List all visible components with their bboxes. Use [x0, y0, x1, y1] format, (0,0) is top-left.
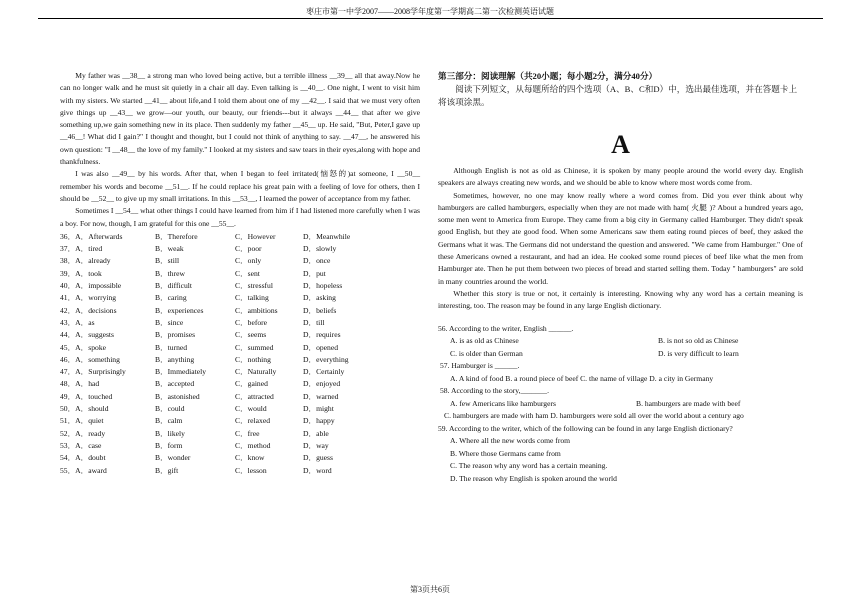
option-choice: C．relaxed [235, 416, 271, 426]
option-row [60, 366, 420, 378]
option-choice: 45．A．spoke [60, 342, 106, 352]
option-row [60, 452, 420, 464]
option-choice: D．Meanwhile [303, 231, 351, 241]
option-row [60, 391, 420, 403]
option-row [60, 305, 420, 317]
option-59a: A. Where all the new words come from [450, 436, 571, 446]
option-row [60, 231, 420, 243]
option-choice: B．promises [155, 330, 196, 340]
option-choice: C．poor [235, 244, 262, 254]
option-choice: D．might [303, 404, 334, 414]
option-row [60, 268, 420, 280]
page-header: 枣庄市第一中学2007——2008学年度第一学期高二第一次检测英语试题 [306, 7, 554, 16]
question-57-options: A. A kind of food B. a round piece of beef C. the name of village D. a city in Germany [450, 373, 714, 383]
option-choice: 40．A．impossible [60, 281, 122, 291]
option-choice: B．wonder [155, 453, 191, 463]
cloze-paragraph-1: My father was __38__ a strong man who loved being active, but a terrible illness __39__ all that away.Now he can no longer walk and he must sit quietly in a chair all day. Even talking is __40__. One night, I went to visit him with my sisters. We started __41__ about life,and I told them about one of my __42__. I said that we must very often give things up __43__ we grow—our youth, our beauty, our friends---but it always __44__ that after we give something up,we gain something new in its place. Then suddenly my father __45__ up. He said, "But, Peter,I gave up __46__! What did I gain?" I thought and thought, but I could not think of anything to say. __47__, he answered his own question: "I __48__ the love of my family." I looked at my sisters and saw tears in their eyes,along with hope and thankfulness. [60, 71, 420, 167]
option-choice: 52．A．ready [60, 428, 106, 438]
option-choice: C．stressful [235, 281, 273, 291]
option-choice: B．Immediately [155, 367, 207, 377]
cloze-paragraph-3: Sometimes I __54__ what other things I could have learned from him if I had listened more carefully when I was a boy. For now, though, I am grateful for this one __55__. [60, 206, 420, 228]
option-choice: 38．A．already [60, 256, 111, 266]
option-choice: B．Therefore [155, 231, 198, 241]
option-choice: B．could [155, 404, 185, 414]
question-58-row-2: C. hamburgers are made with ham D. hamburgers were sold all over the world about a century ago [444, 411, 744, 421]
option-choice: D．beliefs [303, 305, 337, 315]
option-choice: C．lesson [235, 465, 267, 475]
option-56b: B. is not so old as Chinese [658, 336, 739, 346]
option-choice: B．still [155, 256, 180, 266]
option-choice: B．since [155, 317, 184, 327]
option-choice: D．word [303, 465, 332, 475]
option-choice: C．seems [235, 330, 267, 340]
option-row [60, 378, 420, 390]
cloze-paragraph-2: I was also __49__ by his words. After that, when I began to feel irritated(恼怒的)at someone, I __50__ remember his words and become __51__. If he could replace his great pain with a feeling of love for others, then I should be __52__ to give up my small irritations. In this __53__, I learned the power of acceptance from my father. [60, 169, 420, 203]
option-choice: B．caring [155, 293, 187, 303]
option-choice: C．ambitions [235, 305, 278, 315]
option-choice: C．know [235, 453, 265, 463]
option-choice: 53．A．case [60, 440, 102, 450]
option-row [60, 403, 420, 415]
option-56d: D. is very difficult to learn [658, 348, 739, 358]
question-56: 56. According to the writer, English ______. [438, 323, 574, 333]
reading-paragraph-3: Whether this story is true or not, it certainly is interesting. Knowing why any word has a certain meaning is interesting, too. The reason may be found in any large English dictionary. [438, 288, 803, 311]
option-choice: D．requires [303, 330, 341, 340]
option-row [60, 342, 420, 354]
cloze-section [60, 70, 420, 477]
section-instruction: 阅读下列短文，从每题所给的四个选项（A、B、C和D）中，选出最佳选项，并在答题卡上将该项涂黑。 [438, 84, 798, 107]
option-row [60, 280, 420, 292]
option-choice: B．weak [155, 244, 184, 254]
option-choice: D．asking [303, 293, 336, 303]
option-choice: D．hopeless [303, 281, 343, 291]
option-59b: B. Where those Germans came from [450, 448, 561, 458]
option-56a: A. is as old as Chinese [450, 336, 519, 346]
option-choice: D．enjoyed [303, 379, 341, 389]
question-57: 57. Hamburger is ______. [440, 361, 520, 371]
option-row [60, 354, 420, 366]
page-footer: 第3页共6页 [410, 585, 450, 594]
option-58b: B. hamburgers are made with beef [636, 398, 741, 408]
option-choice: D．once [303, 256, 331, 266]
option-row [60, 465, 420, 477]
option-choice: 46．A．something [60, 354, 120, 364]
option-choice: 49．A．touched [60, 391, 113, 401]
passage-letter: A [611, 130, 630, 159]
reading-paragraph-1: Although English is not as old as Chinese, it is spoken by many people around the world every day. English speakers are always creating new words, and we should be able to know where most words come from. [438, 166, 803, 188]
option-59c: C. The reason why any word has a certain meaning. [450, 461, 608, 471]
option-row [60, 255, 420, 267]
questions [438, 323, 803, 486]
option-choice: 50．A．should [60, 404, 109, 414]
option-choice: D．opened [303, 342, 339, 352]
option-choice: D．able [303, 428, 329, 438]
option-choice: D．slowly [303, 244, 337, 254]
question-58: 58. According to the story,_______. [440, 386, 549, 396]
option-row [60, 317, 420, 329]
option-choice: 54．A．doubt [60, 453, 106, 463]
option-choice: D．till [303, 317, 325, 327]
option-58a: A. few Americans like hamburgers [450, 398, 556, 408]
option-choice: 39．A．took [60, 268, 102, 278]
reading-paragraph-2: Sometimes, however, no one may know really where a word comes from. Did you ever think about why hamburgers are called hamburgers, especially when they are not made with ham( 火腿 )? About a hundred years ago, some men went to America from Europe. They came from a big city in Germany called Hamburger. They didn't speak good English, but they ate good food. When some Americans saw them eating round pieces of beef, they asked the Germans what it was. The Germans did not understand the question and answered. "We came from Hamburger." One of these Americans owned a restaurant, and had an idea. He cooked some round pieces of beef like what the men from Hamburger ate. Then he put them between two pieces of bread and started selling them. Today " hamburgers" are sold in many countries around the world. [438, 190, 803, 286]
question-58-row-1 [438, 398, 803, 411]
option-choice: C．gained [235, 379, 268, 389]
option-choice: D．Certainly [303, 367, 345, 377]
option-choice: C．summed [235, 342, 274, 352]
option-choice: C．only [235, 256, 262, 266]
option-choice: C．nothing [235, 354, 271, 364]
option-choice: C．However [235, 231, 276, 241]
option-choice: B．calm [155, 416, 183, 426]
option-row [60, 243, 420, 255]
option-choice: C．Naturally [235, 367, 277, 377]
option-choice: 51．A．quiet [60, 416, 104, 426]
cloze-options [60, 231, 420, 477]
option-choice: C．free [235, 428, 260, 438]
option-row [60, 329, 420, 341]
option-56c: C. is older than German [450, 348, 523, 358]
option-choice: C．method [235, 440, 271, 450]
option-choice: 47．A．Surprisingly [60, 367, 126, 377]
option-choice: D．way [303, 440, 329, 450]
option-choice: D．everything [303, 354, 349, 364]
option-choice: 44．A．suggests [60, 330, 115, 340]
option-choice: D．happy [303, 416, 335, 426]
option-choice: D．warned [303, 391, 339, 401]
option-choice: 37．A．tired [60, 244, 103, 254]
option-choice: C．sent [235, 268, 260, 278]
option-choice: 55．A．award [60, 465, 107, 475]
option-choice: B．threw [155, 268, 185, 278]
option-row [60, 440, 420, 452]
option-choice: B．gift [155, 465, 179, 475]
option-choice: B．likely [155, 428, 185, 438]
option-row [60, 428, 420, 440]
option-choice: B．astonished [155, 391, 200, 401]
option-choice: D．guess [303, 453, 333, 463]
option-choice: 48．A．had [60, 379, 100, 389]
option-choice: B．accepted [155, 379, 195, 389]
option-choice: C．attracted [235, 391, 274, 401]
option-choice: B．difficult [155, 281, 192, 291]
option-choice: C．talking [235, 293, 269, 303]
option-choice: C．would [235, 404, 267, 414]
section-title: 第三部分：阅读理解（共20小题；每小题2分，满分40分） [438, 71, 658, 81]
reading-section [438, 70, 803, 485]
question-56-row-1 [438, 335, 803, 348]
header-rule [38, 18, 823, 19]
option-choice: B．turned [155, 342, 188, 352]
option-choice: 36．A．Afterwards [60, 231, 123, 241]
option-choice: B．anything [155, 354, 195, 364]
option-59d: D. The reason why English is spoken around the world [450, 473, 617, 483]
option-choice: C．before [235, 317, 268, 327]
option-choice: 43．A．as [60, 317, 95, 327]
question-56-row-2 [438, 348, 803, 361]
option-choice: 42．A．decisions [60, 305, 117, 315]
option-choice: B．form [155, 440, 183, 450]
option-choice: B．experiences [155, 305, 204, 315]
option-choice: 41．A．worrying [60, 293, 117, 303]
option-row [60, 292, 420, 304]
option-choice: D．put [303, 268, 326, 278]
option-row [60, 415, 420, 427]
question-59: 59. According to the writer, which of the following can be found in any large English dictionary? [438, 423, 733, 433]
